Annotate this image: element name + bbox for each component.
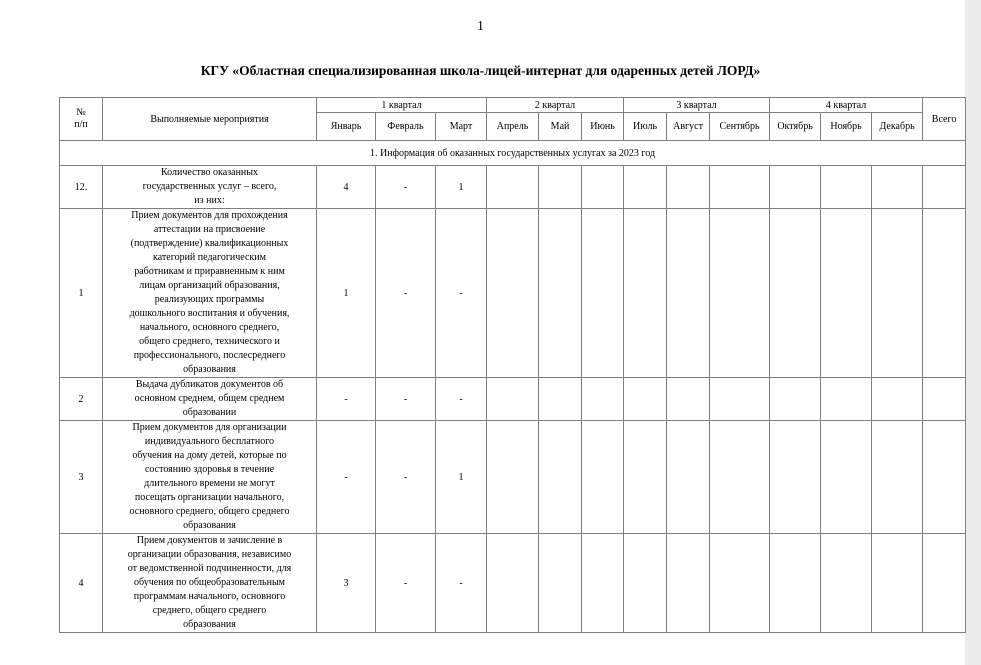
row-empty-cell — [821, 421, 872, 534]
row-jan: 1 — [317, 209, 376, 378]
row-empty-cell — [710, 378, 770, 421]
row-empty-cell — [667, 378, 710, 421]
row-num: 2 — [60, 378, 103, 421]
header-month-dec: Декабрь — [872, 113, 923, 141]
header-quarter-3: 3 квартал — [624, 98, 770, 113]
row-empty-cell — [872, 378, 923, 421]
row-empty-cell — [872, 534, 923, 633]
row-empty-cell — [582, 534, 624, 633]
header-quarter-2: 2 квартал — [487, 98, 624, 113]
row-description: Выдача дубликатов документов об основном среднем, общем среднем образовании — [103, 378, 317, 421]
row-empty-cell — [624, 534, 667, 633]
row-empty-cell — [582, 209, 624, 378]
row-empty-cell — [487, 209, 539, 378]
row-empty-cell — [539, 378, 582, 421]
row-empty-cell — [923, 209, 966, 378]
row-empty-cell — [770, 166, 821, 209]
row-empty-cell — [582, 378, 624, 421]
row-num: 12. — [60, 166, 103, 209]
row-empty-cell — [710, 534, 770, 633]
header-month-oct: Октябрь — [770, 113, 821, 141]
row-num: 3 — [60, 421, 103, 534]
row-empty-cell — [923, 421, 966, 534]
table-row — [60, 166, 966, 209]
row-jan: 3 — [317, 534, 376, 633]
page-number: 1 — [477, 19, 484, 34]
table-row — [60, 534, 966, 633]
row-empty-cell — [923, 534, 966, 633]
section-title: 1. Информация об оказанных государственных услугах за 2023 год — [60, 141, 966, 166]
row-empty-cell — [923, 378, 966, 421]
header-quarter-1: 1 квартал — [317, 98, 487, 113]
row-empty-cell — [821, 378, 872, 421]
header-row-quarters — [60, 98, 966, 113]
row-empty-cell — [667, 209, 710, 378]
document-title: КГУ «Областная специализированная школа-лицей-интернат для одаренных детей ЛОРД» — [200, 63, 761, 78]
row-empty-cell — [539, 209, 582, 378]
header-month-mar: Март — [436, 113, 487, 141]
row-empty-cell — [539, 421, 582, 534]
row-empty-cell — [821, 534, 872, 633]
row-feb: - — [376, 534, 436, 633]
row-empty-cell — [624, 378, 667, 421]
row-empty-cell — [667, 421, 710, 534]
header-quarter-4: 4 квартал — [770, 98, 923, 113]
row-empty-cell — [710, 166, 770, 209]
row-empty-cell — [710, 209, 770, 378]
row-description: Прием документов для прохождения аттестации на присвоение (подтверждение) квалификационных категорий педагогическим работникам и приравненным к ним лицам организаций образования, реализующих программы дошкольного воспитания и обучения, начального, основного среднего, общего среднего, технического и профессионального, послесреднего образования — [103, 209, 317, 378]
row-empty-cell — [624, 166, 667, 209]
header-month-aug: Август — [667, 113, 710, 141]
row-empty-cell — [539, 166, 582, 209]
header-month-apr: Апрель — [487, 113, 539, 141]
header-activities: Выполняемые мероприятия — [103, 98, 317, 141]
row-empty-cell — [582, 166, 624, 209]
header-month-may: Май — [539, 113, 582, 141]
row-description: Количество оказанных государственных услуг – всего, из них: — [103, 166, 317, 209]
row-empty-cell — [539, 534, 582, 633]
row-empty-cell — [487, 166, 539, 209]
services-table — [59, 97, 966, 633]
row-empty-cell — [770, 534, 821, 633]
row-mar: 1 — [436, 421, 487, 534]
row-jan: - — [317, 421, 376, 534]
row-description: Прием документов и зачисление в организации образования, независимо от ведомственной подчиненности, для обучения по общеобразовательным программам начального, основного среднего, общего среднего образования — [103, 534, 317, 633]
header-month-nov: Ноябрь — [821, 113, 872, 141]
row-empty-cell — [872, 209, 923, 378]
row-jan: - — [317, 378, 376, 421]
section-row — [60, 141, 966, 166]
header-month-sep: Сентябрь — [710, 113, 770, 141]
header-num: № п/п — [60, 98, 103, 141]
header-total: Всего — [923, 98, 966, 141]
row-mar: 1 — [436, 166, 487, 209]
row-num: 4 — [60, 534, 103, 633]
table-row — [60, 421, 966, 534]
row-empty-cell — [582, 421, 624, 534]
row-empty-cell — [770, 378, 821, 421]
page-edge-shadow — [965, 0, 981, 665]
row-empty-cell — [770, 209, 821, 378]
row-description: Прием документов для организации индивидуального бесплатного обучения на дому детей, которые по состоянию здоровья в течение длительного времени не могут посещать организации начального, основного среднего, общего среднего образования — [103, 421, 317, 534]
row-feb: - — [376, 421, 436, 534]
header-month-jun: Июнь — [582, 113, 624, 141]
row-empty-cell — [487, 378, 539, 421]
table-row — [60, 209, 966, 378]
header-month-jan: Январь — [317, 113, 376, 141]
row-empty-cell — [821, 166, 872, 209]
header-month-feb: Февраль — [376, 113, 436, 141]
row-empty-cell — [667, 166, 710, 209]
row-empty-cell — [770, 421, 821, 534]
row-feb: - — [376, 209, 436, 378]
row-empty-cell — [624, 209, 667, 378]
row-empty-cell — [487, 421, 539, 534]
row-empty-cell — [667, 534, 710, 633]
row-empty-cell — [710, 421, 770, 534]
row-mar: - — [436, 534, 487, 633]
row-mar: - — [436, 378, 487, 421]
row-empty-cell — [923, 166, 966, 209]
row-feb: - — [376, 166, 436, 209]
row-jan: 4 — [317, 166, 376, 209]
row-empty-cell — [872, 421, 923, 534]
row-num: 1 — [60, 209, 103, 378]
row-empty-cell — [821, 209, 872, 378]
row-empty-cell — [624, 421, 667, 534]
row-feb: - — [376, 378, 436, 421]
row-empty-cell — [872, 166, 923, 209]
table-row — [60, 378, 966, 421]
row-empty-cell — [487, 534, 539, 633]
header-month-jul: Июль — [624, 113, 667, 141]
row-mar: - — [436, 209, 487, 378]
